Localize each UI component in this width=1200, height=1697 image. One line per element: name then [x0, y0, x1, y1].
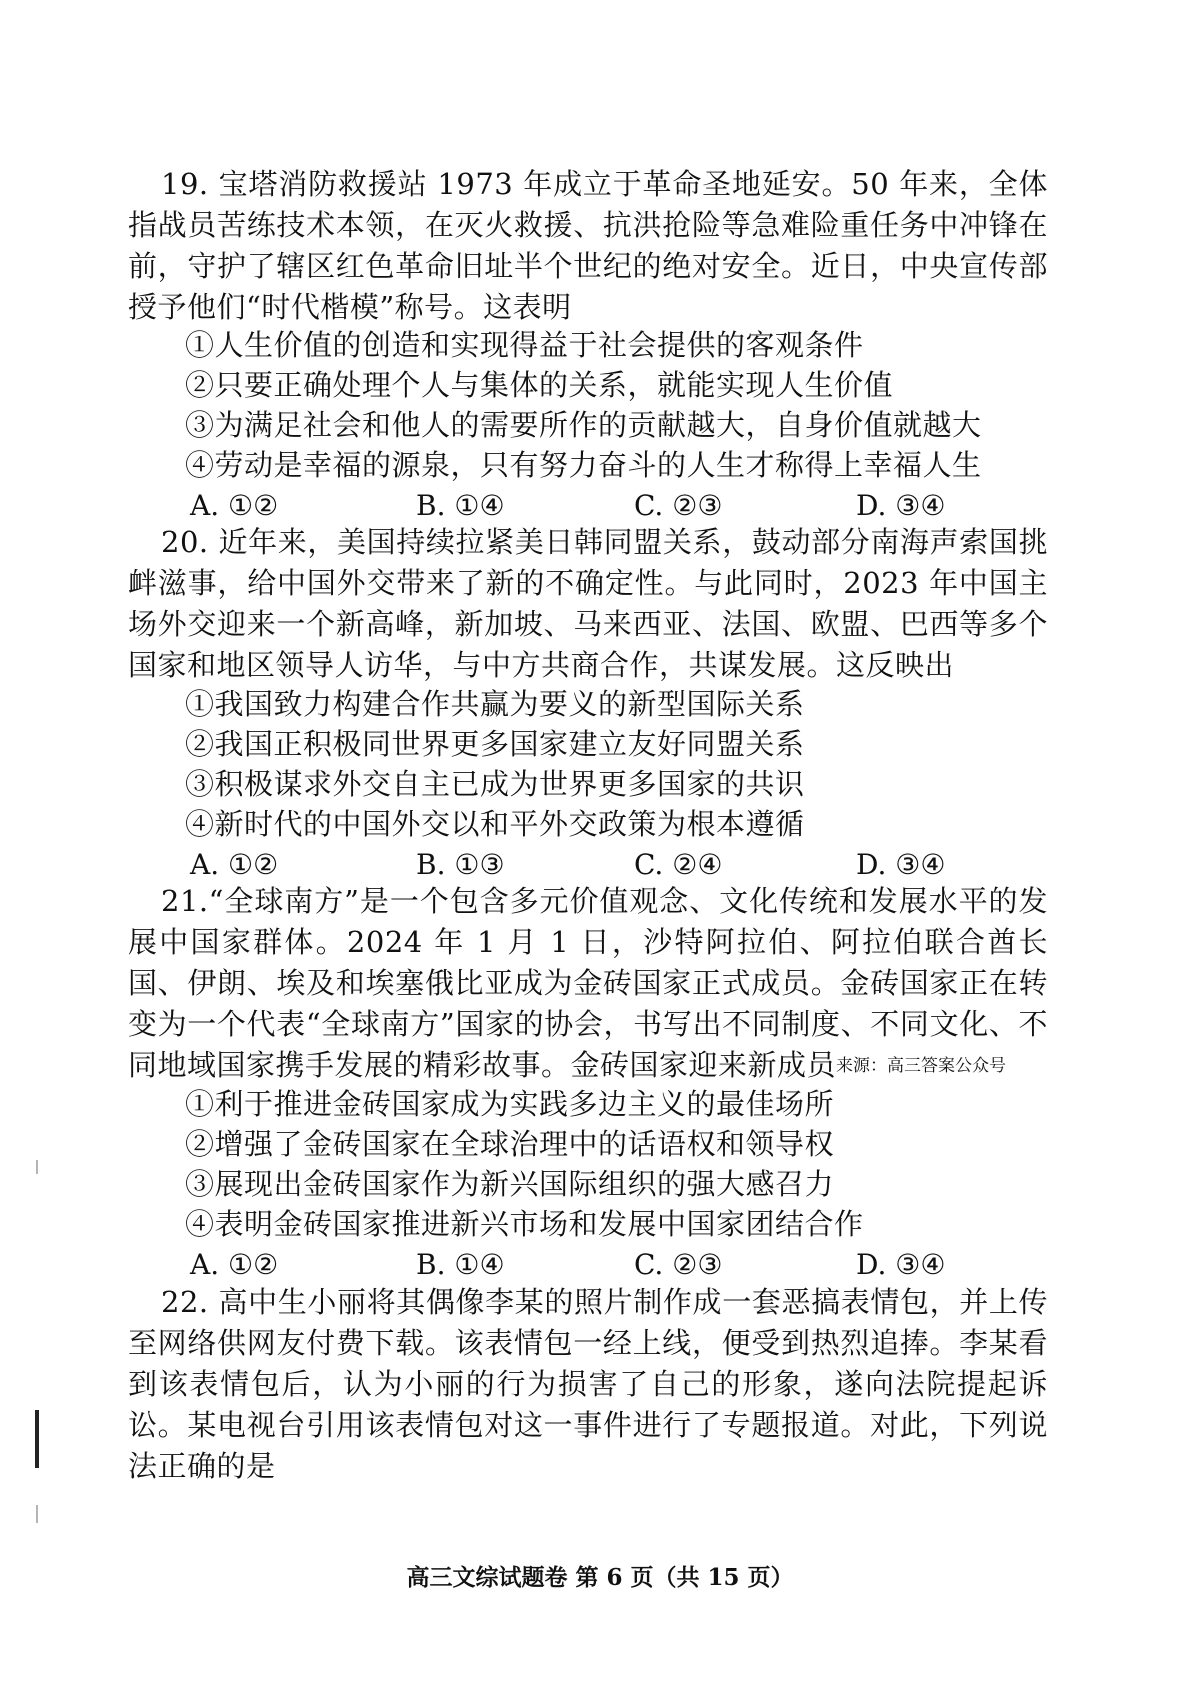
source-note: 来源：高三答案公众号	[836, 1056, 1007, 1076]
question-19-statement-2: ②只要正确处理个人与集体的关系，就能实现人生价值	[185, 368, 894, 402]
question-19-choices	[190, 485, 1070, 526]
question-21-statement-2: ②增强了金砖国家在全球治理中的话语权和领导权	[185, 1127, 835, 1161]
question-19-stem: 19. 宝塔消防救援站 1973 年成立于革命圣地延安。50 年来，全体指战员苦练技术本领，在灭火救援、抗洪抢险等急难险重任务中冲锋在前，守护了辖区红色革命旧址半个世纪的绝对安全。近日，中央宣传部授予他们“时代楷模”称号。这表明	[128, 167, 1048, 324]
question-20-statement-1: ①我国致力构建合作共赢为要义的新型国际关系	[185, 687, 805, 721]
question-20-choice-d[interactable]: D. ③④	[856, 848, 946, 881]
question-19-statement-3: ③为满足社会和他人的需要所作的贡献越大，自身价值就越大	[185, 408, 982, 442]
question-20-choice-a[interactable]: A. ①②	[190, 848, 279, 881]
question-19-statement-4: ④劳动是幸福的源泉，只有努力奋斗的人生才称得上幸福人生	[185, 448, 982, 482]
question-21-choice-b[interactable]: B. ①④	[416, 1248, 505, 1281]
question-20-statement-4: ④新时代的中国外交以和平外交政策为根本遵循	[185, 807, 805, 841]
question-22-stem: 22. 高中生小丽将其偶像李某的照片制作成一套恶搞表情包，并上传至网络供网友付费下载。该表情包一经上线，便受到热烈追捧。李某看到该表情包后，认为小丽的行为损害了自己的形象，遂向法院提起诉讼。某电视台引用该表情包对这一事件进行了专题报道。对此，下列说法正确的是	[128, 1285, 1048, 1483]
question-19-choice-a[interactable]: A. ①②	[190, 489, 279, 522]
scan-dots	[36, 1160, 38, 1174]
question-19-choice-d[interactable]: D. ③④	[856, 489, 946, 522]
question-20-choices	[190, 844, 1070, 885]
page-footer: 高三文综试题卷 第 6 页（共 15 页）	[406, 1564, 794, 1591]
question-19-statement-1: ①人生价值的创造和实现得益于社会提供的客观条件	[185, 328, 864, 362]
question-20-statement-2: ②我国正积极同世界更多国家建立友好同盟关系	[185, 727, 805, 761]
scan-mark	[35, 1410, 39, 1468]
question-21-choice-a[interactable]: A. ①②	[190, 1248, 279, 1281]
question-21-choice-d[interactable]: D. ③④	[856, 1248, 946, 1281]
question-19-choice-b[interactable]: B. ①④	[416, 489, 505, 522]
question-20-choice-b[interactable]: B. ①③	[416, 848, 505, 881]
question-21-statement-4: ④表明金砖国家推进新兴市场和发展中国家团结合作	[185, 1207, 864, 1241]
question-20-statement-3: ③积极谋求外交自主已成为世界更多国家的共识	[185, 767, 805, 801]
question-21-statement-1: ①利于推进金砖国家成为实践多边主义的最佳场所	[185, 1087, 835, 1121]
question-20-stem: 20. 近年来，美国持续拉紧美日韩同盟关系，鼓动部分南海声索国挑衅滋事，给中国外交带来了新的不确定性。与此同时，2023 年中国主场外交迎来一个新高峰，新加坡、马来西亚、法国、欧盟、巴西等多个国家和地区领导人访华，与中方共商合作，共谋发展。这反映出	[128, 525, 1048, 682]
question-21-choice-c[interactable]: C. ②③	[634, 1248, 723, 1281]
question-19-choice-c[interactable]: C. ②③	[634, 489, 723, 522]
question-21-stem	[128, 881, 1048, 1087]
question-21-choices	[190, 1244, 1070, 1285]
question-20-choice-c[interactable]: C. ②④	[634, 848, 723, 881]
scan-dots	[36, 1505, 38, 1523]
question-21-stem-text: 21.“全球南方”是一个包含多元价值观念、文化传统和发展水平的发展中国家群体。2024 年 1 月 1 日，沙特阿拉伯、阿拉伯联合酋长国、伊朗、埃及和埃塞俄比亚成为金砖国家正式成员。金砖国家正在转变为一个代表“全球南方”国家的协会，书写出不同制度、不同文化、不同地域国家携手发展的精彩故事。金砖国家迎来新成员	[128, 884, 1048, 1082]
question-21-statement-3: ③展现出金砖国家作为新兴国际组织的强大感召力	[185, 1167, 835, 1201]
